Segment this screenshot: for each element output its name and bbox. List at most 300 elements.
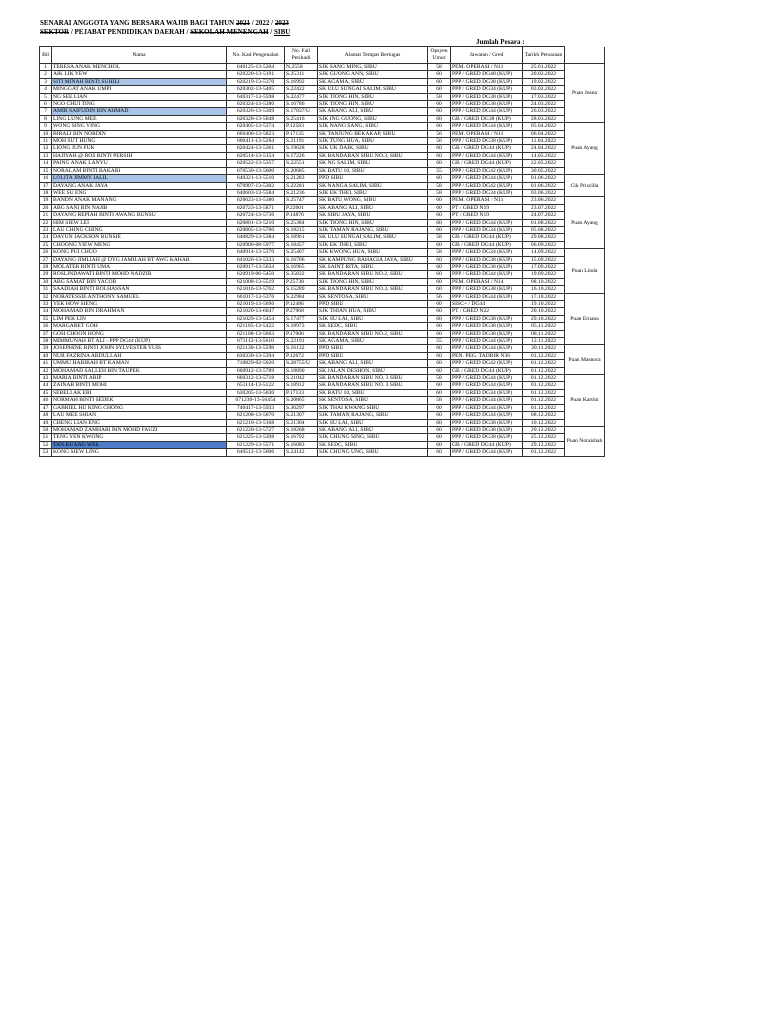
cell-fail: S.22477 <box>285 93 318 100</box>
cell-nama: KONG PUI CHUO <box>52 249 227 256</box>
cell-fail: S.18961 <box>285 234 318 241</box>
cell-opsyen: 60 <box>428 263 451 270</box>
cell-tarikh: 01.12.2022 <box>523 352 565 359</box>
cell-opsyen: 60 <box>428 78 451 85</box>
table-row <box>40 323 605 330</box>
cell-fail: S.28755/U <box>285 360 318 367</box>
cell-tarikh: 20.10.2022 <box>523 308 565 315</box>
table-row <box>40 278 605 285</box>
cell-alamat: SJK UK DAIK, SIBU <box>318 145 428 152</box>
cell-bil: 50 <box>40 426 52 433</box>
cell-fail: S.21042 <box>285 375 318 382</box>
cell-alamat: SJK THAI KWANG SIBU <box>318 404 428 411</box>
cell-alamat: SJK EK THEI, SIBU <box>318 241 428 248</box>
cell-jawatan: PT / GRED N22 <box>451 308 523 315</box>
cell-bil: 26 <box>40 249 52 256</box>
cell-jawatan: GB / GRED DG44 (KUP) <box>451 234 523 241</box>
cell-fail: S.36297 <box>285 404 318 411</box>
cell-alamat: SJK TIONG HIN, SIBU <box>318 219 428 226</box>
cell-alamat: SJK SU LAI, SIBU <box>318 419 428 426</box>
cell-alamat: SK NG SALIM, SIBU <box>318 160 428 167</box>
cell-jawatan: PPP / GRED DG44 (KUP) <box>451 271 523 278</box>
cell-alamat: SK BANDARAN SIBU NO. 3 SIBU <box>318 382 428 389</box>
table-row <box>40 286 605 293</box>
table-row <box>40 189 605 196</box>
cell-kad: 620424-13-5361 <box>227 145 285 152</box>
cell-alamat: PPD SIBU <box>318 175 428 182</box>
table-header-row <box>40 47 605 64</box>
cell-tarikh: 01.12.2022 <box>523 397 565 404</box>
cell-nama: TERESA ANAK MENCHOL <box>52 64 227 71</box>
cell-opsyen: 60 <box>428 256 451 263</box>
cell-kad: 640829-13-5384 <box>227 234 285 241</box>
cell-alamat: PPD SIBU <box>318 352 428 359</box>
cell-tarikh: 19.09.2022 <box>523 271 565 278</box>
cell-jawatan: PEN. PEG. TADBIR N36 <box>451 352 523 359</box>
cell-alamat: SJK ING GUONG, SIBU <box>318 115 428 122</box>
cell-kad: 620328-13-5048 <box>227 115 285 122</box>
cell-bil: 53 <box>40 449 52 456</box>
cell-kad: 620919-06-5450 <box>227 271 285 278</box>
cell-fail: S.21191 <box>285 138 318 145</box>
cell-opsyen: 60 <box>428 101 451 108</box>
cell-jawatan: PPP / GRED DG38 (KUP) <box>451 426 523 433</box>
cell-nama: NG SEE LIAN <box>52 93 227 100</box>
table-row <box>40 241 605 248</box>
col-bil: Bil <box>40 47 52 64</box>
cell-bil: 43 <box>40 375 52 382</box>
cell-kad: 620724-13-5736 <box>227 212 285 219</box>
cell-alamat: PPD SIBU <box>318 345 428 352</box>
cell-kad: 620623-13-5380 <box>227 197 285 204</box>
cell-nama: ABG SAMAT BIN YACOB <box>52 278 227 285</box>
cell-alamat: SJK EK THEI, SIBU <box>318 189 428 196</box>
cell-kad: 621105-13-5422 <box>227 323 285 330</box>
cell-kad: 671112-13-5610 <box>227 338 285 345</box>
cell-tarikh: 17.03.2022 <box>523 93 565 100</box>
cell-tarikh: 24.04.2022 <box>523 145 565 152</box>
cell-alamat: SK ABANG ALI, SIBU <box>318 426 428 433</box>
cell-bil: 7 <box>40 108 52 115</box>
cell-kad: 621208-13-5070 <box>227 412 285 419</box>
table-row <box>40 338 605 345</box>
cell-jawatan: PPP / GRED DG44 (KUP) <box>451 152 523 159</box>
cell-tarikh: 05.08.2022 <box>523 226 565 233</box>
cell-tarikh: 26.03.2022 <box>523 108 565 115</box>
cell-alamat: SK SAINT RITA, SIBU <box>318 263 428 270</box>
table-row <box>40 256 605 263</box>
cell-alamat: SJK GUONG ANN, SIBU <box>318 71 428 78</box>
cell-jawatan: PPP / GRED DG38 (KUP) <box>451 138 523 145</box>
table-row <box>40 212 605 219</box>
cell-nama: SEBELI AK ERI <box>52 389 227 396</box>
cell-nama: DAYANG JIMLIAH @ DYG JAMILAH BT AWG KAHAR <box>52 256 227 263</box>
cell-alamat: SK ULU SUNGAI SALIM, SIBU <box>318 86 428 93</box>
table-row <box>40 271 605 278</box>
cell-nama: LAU MEE SHIAN <box>52 412 227 419</box>
cell-opsyen: 58 <box>428 397 451 404</box>
cell-opsyen: 60 <box>428 412 451 419</box>
cell-alamat: SJK SANG MING, SIBU <box>318 64 428 71</box>
cell-alamat: SK ABANG ALI, SIBU <box>318 204 428 211</box>
cell-opsyen: 58 <box>428 375 451 382</box>
cell-kad: 621225-13-5398 <box>227 434 285 441</box>
cell-nama: BANDN ANAK MANANG <box>52 197 227 204</box>
cell-bil: 6 <box>40 101 52 108</box>
cell-fail: S.18457 <box>285 241 318 248</box>
cell-jawatan: PPP / GRED DG38 (KUP) <box>451 434 523 441</box>
cell-bil: 21 <box>40 212 52 219</box>
cell-alamat: SK BANDARAN SIBU NO. 3 SIBU <box>318 375 428 382</box>
cell-opsyen: 58 <box>428 234 451 241</box>
table-row <box>40 360 605 367</box>
table-row <box>40 182 605 189</box>
cell-jawatan: PPP / GRED DG44 (KUP) <box>451 175 523 182</box>
cell-tarikh: 01.08.2022 <box>523 219 565 226</box>
cell-fail: S.18890 <box>285 367 318 374</box>
cell-nama: DAYUN JACKSON BUNSIE <box>52 234 227 241</box>
cell-bil: 15 <box>40 167 52 174</box>
cell-jawatan: GB / GRED DG38 (KUP) <box>451 115 523 122</box>
cell-kad: 620801-13-5210 <box>227 219 285 226</box>
table-row <box>40 234 605 241</box>
cell-nama: UMMU HABIBAH BT KAMAN <box>52 360 227 367</box>
cell-fail: S.16083 <box>285 441 318 448</box>
cell-opsyen: 60 <box>428 404 451 411</box>
table-row <box>40 375 605 382</box>
cell-kad: 621008-13-5519 <box>227 278 285 285</box>
cell-tarikh: 30.11.2022 <box>523 345 565 352</box>
cell-jawatan: PPP / GRED DG48 (KUP) <box>451 71 523 78</box>
cell-opsyen: 60 <box>428 315 451 322</box>
cell-kad: 710829-02-5020 <box>227 360 285 367</box>
cell-tarikh: 01.06.2022 <box>523 175 565 182</box>
cell-bil: 4 <box>40 86 52 93</box>
cell-nama: NORATESSIE ANTHONY SAMUEL <box>52 293 227 300</box>
cell-kad: 671230-13-56454 <box>227 397 285 404</box>
cell-opsyen: 58 <box>428 64 451 71</box>
cell-bil: 38 <box>40 338 52 345</box>
cell-bil: 42 <box>40 367 52 374</box>
cell-nama: ZAINAB BINTI MOHI <box>52 382 227 389</box>
cell-tarikh: 28.03.2022 <box>523 115 565 122</box>
table-row <box>40 226 605 233</box>
cell-bil: 9 <box>40 123 52 130</box>
cell-fail: S.24142 <box>285 449 318 456</box>
cell-tarikh: 29.08.2022 <box>523 234 565 241</box>
cell-nama: CHOONG YIEW MENG <box>52 241 227 248</box>
cell-opsyen: 60 <box>428 389 451 396</box>
cell-jawatan: PPP / GRED DG38 (KUP) <box>451 256 523 263</box>
document-title: SENARAI ANGGOTA YANG BERSARA WAJIB BAGI TAHUN 2021 / 2022 / 2023 <box>40 19 289 27</box>
table-row <box>40 130 605 137</box>
cell-jawatan: PPP / GRED DG38 (KUP) <box>451 330 523 337</box>
cell-fail: S.19628 <box>285 145 318 152</box>
cell-nama: WEE SU ENG <box>52 189 227 196</box>
cell-alamat: SK AGAMA, SIBU <box>318 78 428 85</box>
cell-jawatan: PPP / GRED DG38 (KUP) <box>451 286 523 293</box>
cell-alamat: SK KAMPUNG BAHAGIA JAYA, SIBU <box>318 256 428 263</box>
cell-jawatan: PPP / GRED DG34 (KUP) <box>451 226 523 233</box>
table-row <box>40 145 605 152</box>
table-row <box>40 308 605 315</box>
table-row <box>40 219 605 226</box>
cell-jawatan: PPP / GRED DG38 (KUP) <box>451 101 523 108</box>
table-row <box>40 367 605 374</box>
cell-bil: 8 <box>40 115 52 122</box>
cell-tarikh: 15.09.2022 <box>523 256 565 263</box>
cell-nama: LIONG JUN FUK <box>52 145 227 152</box>
cell-opsyen: 58 <box>428 93 451 100</box>
table-row <box>40 389 605 396</box>
cell-kad: 670907-13-5302 <box>227 182 285 189</box>
cell-alamat: SK SENTOSA, SIBU <box>318 397 428 404</box>
cell-nama: SITI MINAH BINTI SUHILI <box>52 78 227 85</box>
table-row <box>40 301 605 308</box>
cell-bil: 48 <box>40 412 52 419</box>
cell-alamat: SJK TAMAN RAJANG, SIBU <box>318 412 428 419</box>
cell-kad: 640512-13-5606 <box>227 449 285 456</box>
cell-nama: KONG SIEW LING <box>52 449 227 456</box>
cell-nama: TENG YEN KWONG <box>52 434 227 441</box>
cell-bil: 31 <box>40 286 52 293</box>
cell-bil: 17 <box>40 182 52 189</box>
cell-kad: 661017-13-5376 <box>227 293 285 300</box>
cell-bil: 34 <box>40 308 52 315</box>
cell-opsyen: 60 <box>428 160 451 167</box>
cell-nama: NORMAH BINTI SEDEK <box>52 397 227 404</box>
cell-jawatan: PPP / GRED DG38 (KUP) <box>451 93 523 100</box>
cell-jawatan: GB / GRED DG44 (KUP) <box>451 145 523 152</box>
cell-kad: 621229-13-5571 <box>227 441 285 448</box>
cell-opsyen: 60 <box>428 86 451 93</box>
table-row <box>40 197 605 204</box>
cell-opsyen: 60 <box>428 360 451 367</box>
cell-alamat: SK ULU SUNGAI SALIM, SIBU <box>318 234 428 241</box>
table-row <box>40 345 605 352</box>
cell-nama: LING LUNG MEE <box>52 115 227 122</box>
cell-kad: 640914-13-5370 <box>227 249 285 256</box>
officer-group-label: Puan Ayang <box>565 123 605 175</box>
cell-opsyen: 60 <box>428 212 451 219</box>
cell-kad: 640603-13-5584 <box>227 189 285 196</box>
cell-kad: 621210-13-5168 <box>227 419 285 426</box>
cell-alamat: SK BANDARAN SIBU NO.2, SIBU <box>318 271 428 278</box>
cell-nama: LOLITA JIMMY JALIL <box>52 175 227 182</box>
table-body <box>40 64 605 457</box>
document-subtitle: SEKTOR / PEJABAT PENDIDIKAN DAERAH / SEKOLAH MENENGAH / SIBU <box>40 28 291 36</box>
cell-kad: 620324-13-5380 <box>227 101 285 108</box>
table-row <box>40 86 605 93</box>
cell-fail: S.22551 <box>285 160 318 167</box>
cell-kad: 621020-13-6047 <box>227 308 285 315</box>
cell-fail: S.16706 <box>285 256 318 263</box>
cell-alamat: SK JALAN DESHON, SIBU <box>318 367 428 374</box>
cell-tarikh: 23.07.2022 <box>523 204 565 211</box>
cell-nama: MARGARET GOH <box>52 323 227 330</box>
table-row <box>40 330 605 337</box>
cell-tarikh: 06.09.2022 <box>523 241 565 248</box>
cell-fail: S.25416 <box>285 115 318 122</box>
cell-opsyen: 55 <box>428 338 451 345</box>
cell-nama: MOH SUT HUNG <box>52 138 227 145</box>
table-row <box>40 175 605 182</box>
cell-kad: 620405-13-5374 <box>227 123 285 130</box>
cell-tarikh: 01.12.2022 <box>523 382 565 389</box>
cell-fail: P.12583 <box>285 123 318 130</box>
cell-nama: ABG SANI BIN NAJIB <box>52 204 227 211</box>
cell-kad: 651114-13-5122 <box>227 382 285 389</box>
cell-jawatan: GB / GRED DG44 (KUP) <box>451 241 523 248</box>
cell-tarikh: 29.12.2022 <box>523 441 565 448</box>
jumlah-pesara-label: Jumlah Pesara : <box>476 38 525 46</box>
cell-tarikh: 01.12.2022 <box>523 449 565 456</box>
cell-nama: SAADIAH BINTI BOLHASSAN <box>52 286 227 293</box>
cell-bil: 52 <box>40 441 52 448</box>
table-row <box>40 152 605 159</box>
cell-jawatan: PPP / GRED DG44 (KUP) <box>451 293 523 300</box>
cell-nama: TAN KUANG WEE <box>52 441 227 448</box>
cell-alamat: SK SEDC, SIBU <box>318 441 428 448</box>
officer-group-label: Puan Noraishah <box>565 426 605 456</box>
cell-alamat: SJK NANG SANG, SIBU <box>318 123 428 130</box>
cell-tarikh: 17.10.2022 <box>523 293 565 300</box>
cell-fail: P.25738 <box>285 278 318 285</box>
cell-jawatan: PPP / GRED DG44 (KUP) <box>451 338 523 345</box>
cell-nama: AIK LIK YEW <box>52 71 227 78</box>
cell-jawatan: PPP / GRED DG44 (KUP) <box>451 382 523 389</box>
cell-nama: DAYANG ANAK JAYA <box>52 182 227 189</box>
cell-bil: 11 <box>40 138 52 145</box>
cell-tarikh: 23.06.2022 <box>523 197 565 204</box>
cell-kad: 621130-13-5598 <box>227 345 285 352</box>
cell-jawatan: PEM. OPERASI / N14 <box>451 278 523 285</box>
cell-nama: DAYANG REPIAH BINTI AWANG BUNSU <box>52 212 227 219</box>
cell-bil: 2 <box>40 71 52 78</box>
cell-opsyen: 60 <box>428 108 451 115</box>
cell-nama: YEK HOW SIENG <box>52 301 227 308</box>
cell-fail: P.27968 <box>285 308 318 315</box>
cell-jawatan: PPP / GRED DG44 (KUP) <box>451 219 523 226</box>
cell-jawatan: PEM. OPERASI / N11 <box>451 130 523 137</box>
cell-nama: GABRIEL HU KING CHONG <box>52 404 227 411</box>
table-row <box>40 263 605 270</box>
cell-fail: P.12486 <box>285 301 318 308</box>
col-alamat: Alamat Tempat Bertugas <box>318 47 428 64</box>
cell-kad: 660912-13-5789 <box>227 367 285 374</box>
cell-fail: S.25407 <box>285 249 318 256</box>
cell-fail: S.21307 <box>285 412 318 419</box>
cell-jawatan: PPP / GRED DG44 (KUP) <box>451 375 523 382</box>
cell-kad: 621220-13-5727 <box>227 426 285 433</box>
cell-jawatan: PPP / GRED DG42 (KUP) <box>451 167 523 174</box>
table-row <box>40 78 605 85</box>
cell-opsyen: 60 <box>428 352 451 359</box>
cell-bil: 47 <box>40 404 52 411</box>
cell-fail: S.16992 <box>285 78 318 85</box>
cell-alamat: SK BANDARAN SIBU NO.2, SIBU <box>318 330 428 337</box>
cell-tarikh: 01.12.2022 <box>523 404 565 411</box>
officer-group-label: Puan Masnora <box>565 345 605 375</box>
cell-fail: S.17837/U <box>285 108 318 115</box>
cell-alamat: SK SIBU JAYA, SIBU <box>318 212 428 219</box>
cell-alamat: SJK CHUNG SING, SIBU <box>318 434 428 441</box>
cell-opsyen: 60 <box>428 271 451 278</box>
cell-jawatan: PPP / GRED DG44 (KUP) <box>451 345 523 352</box>
cell-kad: 640321-13-5510 <box>227 175 285 182</box>
cell-jawatan: PPP / GRED DG38 (KUP) <box>451 263 523 270</box>
cell-fail: S.20865 <box>285 397 318 404</box>
cell-tarikh: 01.12.2022 <box>523 375 565 382</box>
cell-alamat: SK NANGA SALIM, SIBU <box>318 182 428 189</box>
cell-jawatan: PPP / GRED DG42 (KUP) <box>451 360 523 367</box>
cell-fail: S.17226 <box>285 152 318 159</box>
cell-jawatan: PPP / GRED DG38 (KUP) <box>451 323 523 330</box>
cell-bil: 22 <box>40 219 52 226</box>
cell-opsyen: 60 <box>428 241 451 248</box>
cell-bil: 36 <box>40 323 52 330</box>
cell-bil: 12 <box>40 145 52 152</box>
cell-bil: 1 <box>40 64 52 71</box>
cell-tarikh: 03.02.2022 <box>523 86 565 93</box>
cell-bil: 35 <box>40 315 52 322</box>
cell-alamat: SJK TUNG HUA, SIBU <box>318 138 428 145</box>
cell-tarikh: 06.04.2022 <box>523 130 565 137</box>
cell-opsyen: 60 <box>428 441 451 448</box>
cell-bil: 3 <box>40 78 52 85</box>
cell-alamat: SJK THIAN HUA, SIBU <box>318 308 428 315</box>
cell-jawatan: PPP / GRED DG44 (KUP) <box>451 397 523 404</box>
cell-opsyen: 58 <box>428 182 451 189</box>
cell-bil: 10 <box>40 130 52 137</box>
cell-kad: 620514-13-5154 <box>227 152 285 159</box>
cell-opsyen: 60 <box>428 426 451 433</box>
table-row <box>40 204 605 211</box>
cell-tarikh: 17.09.2022 <box>523 263 565 270</box>
cell-fail: S.22281 <box>285 182 318 189</box>
cell-bil: 13 <box>40 152 52 159</box>
cell-nama: NGO CHUI TING <box>52 101 227 108</box>
cell-bil: 23 <box>40 226 52 233</box>
cell-nama: MINGGAT ANAK UMPI <box>52 86 227 93</box>
cell-nama: MOHAMAD SALLEH BIN TAUPEK <box>52 367 227 374</box>
cell-kad: 640317-13-5598 <box>227 93 285 100</box>
officer-group-label: Puan Kartini <box>565 375 605 427</box>
cell-kad: 620906-08-5977 <box>227 241 285 248</box>
cell-tarikh: 08.10.2022 <box>523 278 565 285</box>
cell-kad: 620326-13-5309 <box>227 108 285 115</box>
cell-tarikh: 25.12.2022 <box>523 434 565 441</box>
cell-kad: 630205-13-5030 <box>227 389 285 396</box>
table-row <box>40 249 605 256</box>
cell-fail: P.17133 <box>285 389 318 396</box>
officer-group-label: Puan Ayang <box>565 197 605 249</box>
table-row <box>40 397 605 404</box>
cell-tarikh: 05.11.2022 <box>523 323 565 330</box>
cell-tarikh: 05.04.2022 <box>523 123 565 130</box>
cell-alamat: SJK TAMAN RAJANG, SIBU <box>318 226 428 233</box>
cell-bil: 32 <box>40 293 52 300</box>
cell-jawatan: PT / GRED N19 <box>451 204 523 211</box>
cell-kad: 620805-13-5760 <box>227 226 285 233</box>
table-row <box>40 101 605 108</box>
cell-fail: S.22191 <box>285 338 318 345</box>
cell-tarikh: 03.06.2022 <box>523 189 565 196</box>
cell-fail: S.21236 <box>285 189 318 196</box>
cell-jawatan: PT / GRED N19 <box>451 212 523 219</box>
retiree-table <box>39 46 605 457</box>
cell-nama: ROSLINDAWATI BINTI MOHD NADZIR <box>52 271 227 278</box>
